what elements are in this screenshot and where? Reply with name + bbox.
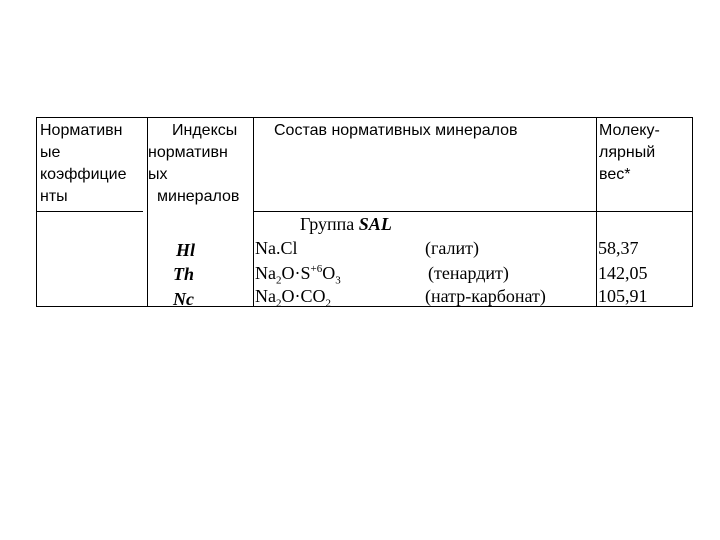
header-weight-line3: вес* bbox=[599, 166, 631, 183]
row-hl-mineral: (галит) bbox=[425, 238, 479, 258]
header-rule-left bbox=[37, 211, 143, 212]
group-name: SAL bbox=[358, 214, 392, 234]
col2-divider bbox=[253, 118, 254, 306]
header-indices-line3: ых bbox=[148, 166, 168, 183]
minerals-table bbox=[36, 117, 693, 310]
row-nc-index: Nc bbox=[173, 289, 194, 309]
header-coefficients-line4: нты bbox=[40, 188, 68, 205]
row-hl-weight: 58,37 bbox=[598, 238, 639, 258]
group-label bbox=[300, 212, 392, 237]
header-indices-line1: Индексы bbox=[172, 122, 238, 139]
row-th-formula: $Na_2O\cdot S^{+6}O_3$ bbox=[255, 263, 341, 287]
row-th-mineral: (тенардит) bbox=[428, 263, 509, 283]
group-prefix: Группа bbox=[300, 214, 359, 234]
header-composition: Состав нормативных минералов bbox=[274, 122, 518, 139]
header-coefficients-line3: коэффицие bbox=[40, 166, 127, 183]
header-coefficients-line2: ые bbox=[40, 144, 61, 161]
row-nc-mineral: (натр-карбонат) bbox=[425, 286, 546, 306]
row-nc-formula: $Na_2O\cdot CO_2$ bbox=[255, 286, 331, 310]
header-indices-line2: нормативн bbox=[148, 144, 228, 161]
header-weight-line2: лярный bbox=[599, 144, 656, 161]
row-th-weight: 142,05 bbox=[598, 263, 648, 283]
row-hl-formula: Na.Cl bbox=[255, 238, 298, 258]
row-th-index: Th bbox=[173, 264, 195, 284]
row-hl-index: Hl bbox=[176, 240, 196, 260]
header-indices-line4: минералов bbox=[157, 188, 240, 205]
header-coefficients-line1: Нормативн bbox=[40, 122, 123, 139]
col3-divider bbox=[596, 118, 597, 306]
header-weight-line1: Молеку- bbox=[599, 122, 660, 139]
row-nc-weight: 105,91 bbox=[598, 286, 648, 306]
